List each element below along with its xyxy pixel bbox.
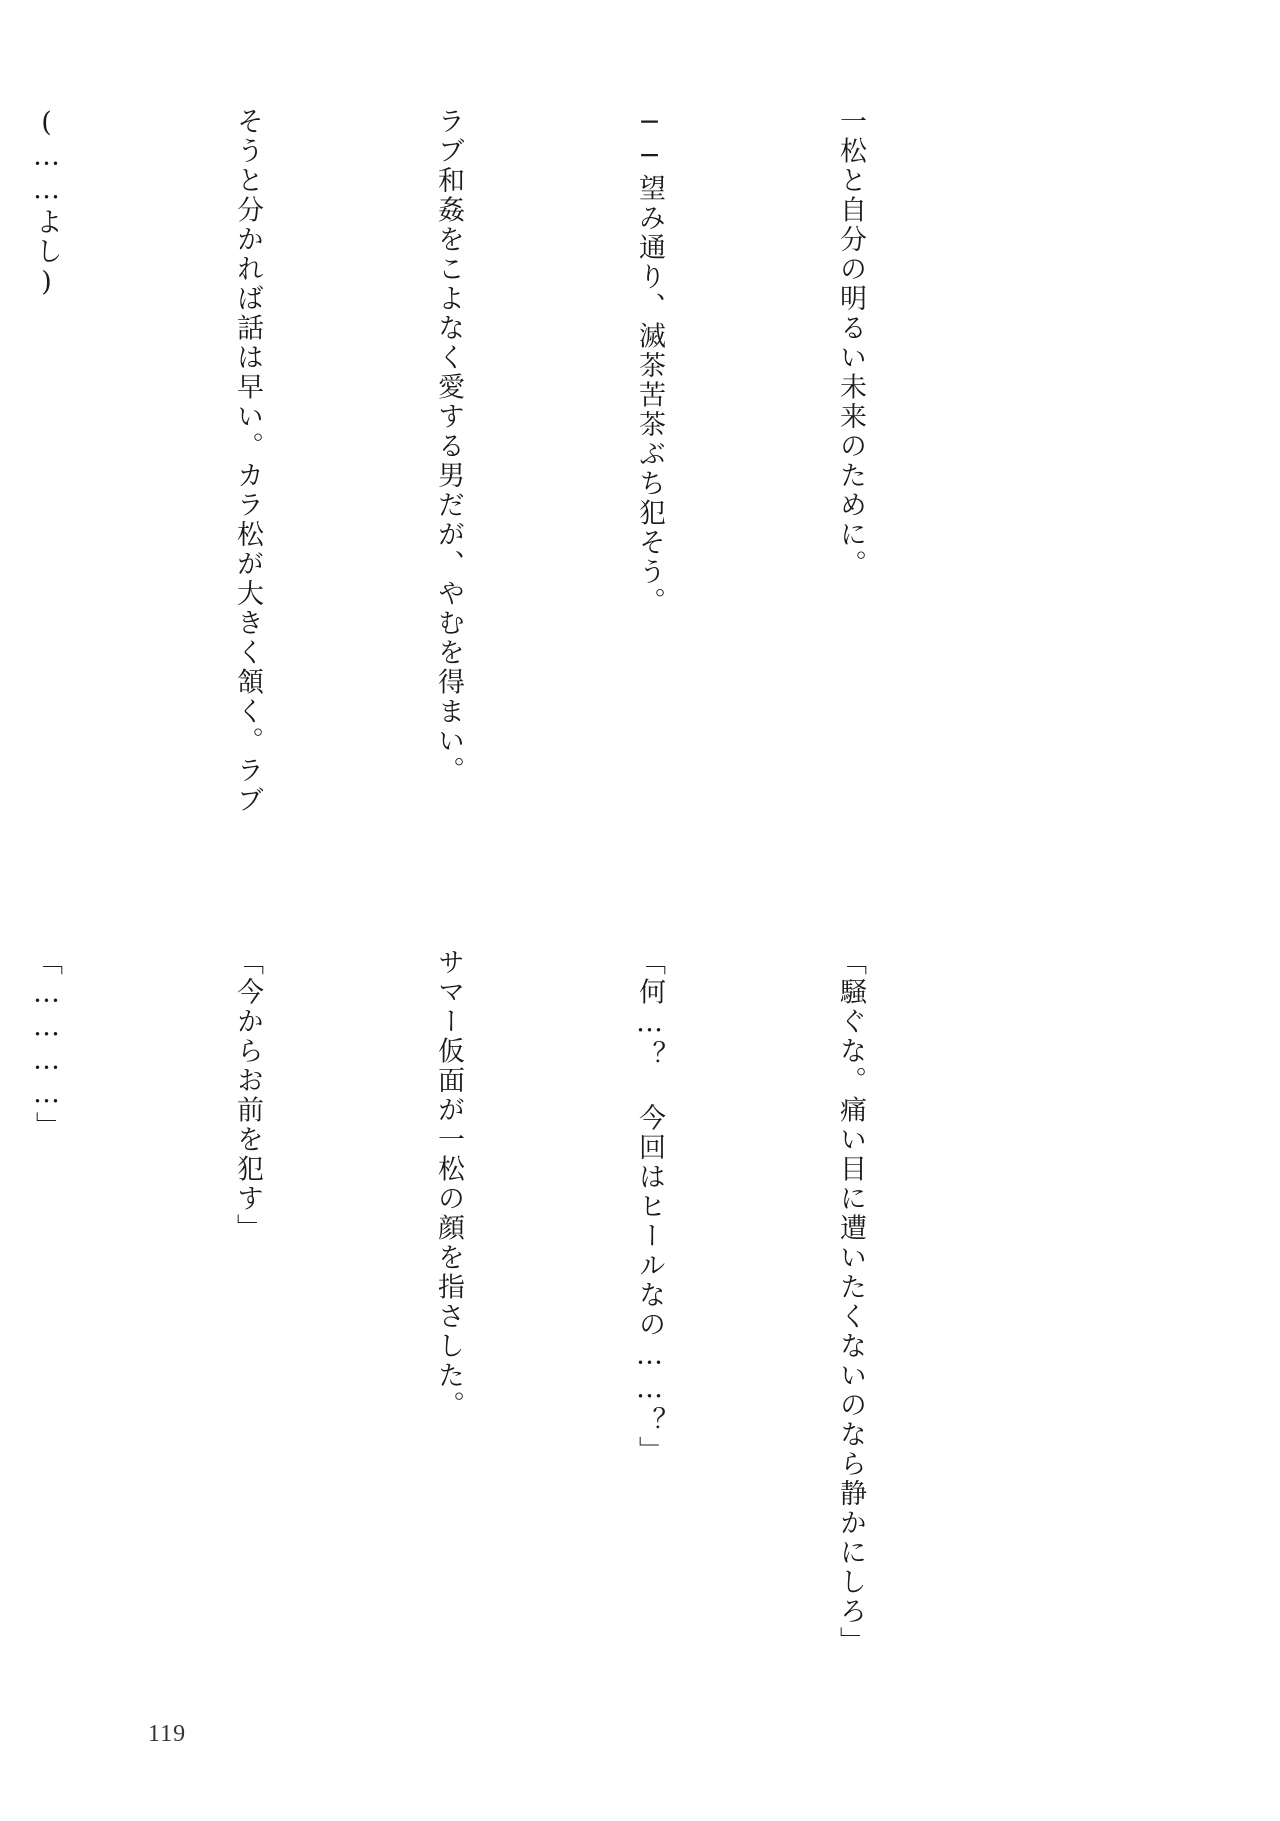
text-line: サマー仮面が一松の顔を指さした。 bbox=[433, 948, 464, 1420]
text-line: 「騒ぐな。痛い目に遭いたくないのなら静かにしろ」 bbox=[835, 948, 866, 1656]
upper-text-section bbox=[31, 107, 1018, 887]
text-line: (……よし) bbox=[31, 107, 62, 300]
lower-text-section bbox=[31, 948, 1018, 1668]
text-line: 「何…？ 今回はヒールなの……？」 bbox=[634, 948, 665, 1466]
page-number: 119 bbox=[148, 1721, 187, 1747]
text-line: 一松と自分の明るい未来のために。 bbox=[835, 107, 866, 579]
text-line: そうと分かれば話は早い。カラ松が大きく頷く。ラブ bbox=[232, 107, 263, 815]
text-line: 「…………」 bbox=[31, 948, 62, 1141]
text-line: ──望み通り、滅茶苦茶ぶち犯そう。 bbox=[634, 107, 665, 617]
text-line: ラブ和姦をこよなく愛する男だが、やむを得まい。 bbox=[433, 107, 464, 786]
text-line: 「今からお前を犯す」 bbox=[232, 948, 263, 1243]
